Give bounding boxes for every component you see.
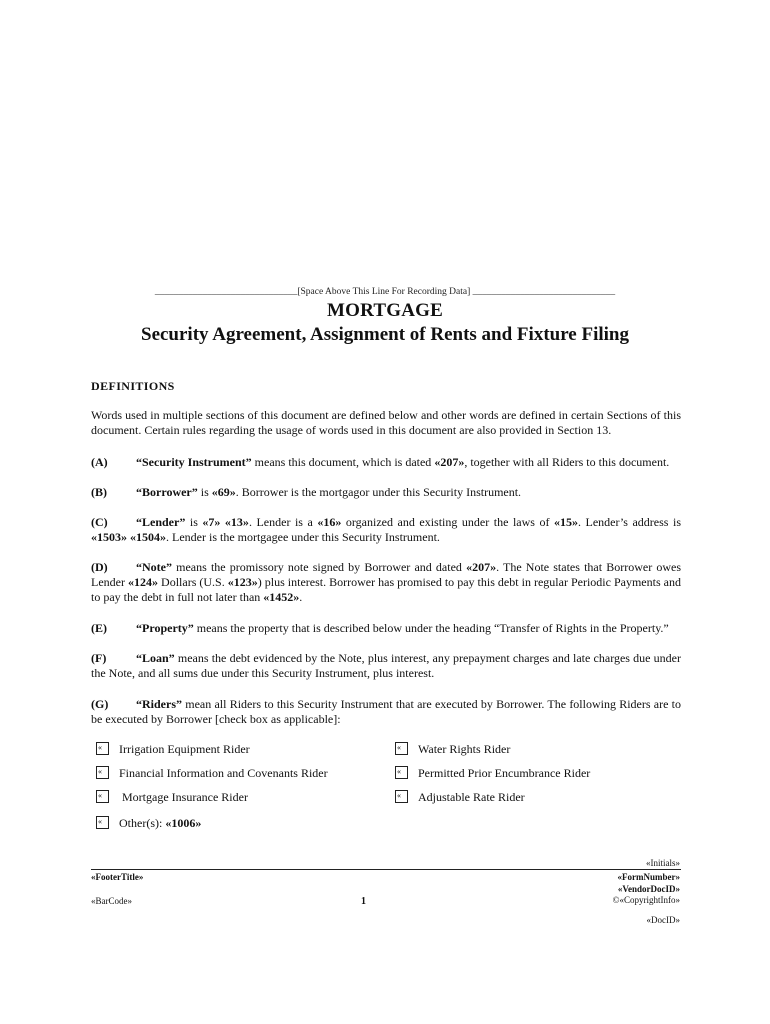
definition-label: (C) — [91, 515, 108, 529]
definition-term: “Property” — [136, 621, 194, 635]
definition-text: means the debt evidenced by the Note, plus interest, any prepayment charges and late charges due under the Note, and all sums due under this Security Instrument, plus interest. — [91, 651, 681, 680]
definition-c — [91, 515, 681, 545]
rider-adjustable-rate — [395, 789, 525, 805]
rider-label: Other(s): — [119, 816, 166, 830]
rider-checkbox[interactable] — [96, 790, 109, 803]
checkbox-mark: « — [98, 817, 102, 826]
merge-field: «207» — [466, 560, 497, 574]
rider-label: Irrigation Equipment Rider — [119, 742, 250, 756]
definitions-intro: Words used in multiple sections of this document are defined below and other words are defined in certain Sections of this document. Certain rules regarding the usage of words used in this document are also provided in Section 13. — [91, 408, 681, 437]
rider-checkbox[interactable] — [96, 742, 109, 755]
rider-label: Permitted Prior Encumbrance Rider — [418, 766, 591, 780]
definition-text: . Lender is the mortgagee under this Security Instrument. — [166, 530, 440, 544]
merge-field: «7» «13» — [202, 515, 249, 529]
rider-checkbox[interactable] — [395, 742, 408, 755]
checkbox-mark: « — [397, 767, 401, 776]
rider-financial — [96, 765, 328, 781]
definition-text: , together with all Riders to this document. — [464, 455, 670, 469]
definition-f — [91, 651, 681, 681]
footer-form-number: «FormNumber» — [617, 872, 680, 882]
rider-checkbox[interactable] — [96, 766, 109, 779]
footer-barcode: «BarCode» — [91, 896, 132, 906]
definition-term: “Borrower” — [136, 485, 198, 499]
checkbox-mark: « — [98, 791, 102, 800]
definition-label: (B) — [91, 485, 107, 499]
definition-term: “Loan” — [136, 651, 175, 665]
definition-d — [91, 560, 681, 605]
merge-field: «16» — [317, 515, 342, 529]
rider-label: Water Rights Rider — [418, 742, 511, 756]
rider-checkbox[interactable] — [96, 816, 109, 829]
definition-text: . Lender’s address is — [578, 515, 682, 529]
page-number: 1 — [361, 896, 366, 907]
definition-label: (D) — [91, 560, 108, 574]
merge-field: «207» — [434, 455, 465, 469]
definition-text: Dollars (U.S. — [158, 575, 228, 589]
rider-label: Financial Information and Covenants Rider — [119, 766, 328, 780]
checkbox-mark: « — [98, 767, 102, 776]
footer-vendor-doc-id: «VendorDocID» — [617, 884, 680, 894]
rider-mortgage-insurance — [96, 789, 248, 805]
recording-data-line: ______________________________[Space Above This Line For Recording Data] ______________________________ — [154, 287, 616, 297]
rider-checkbox[interactable] — [395, 790, 408, 803]
checkbox-mark: « — [98, 743, 102, 752]
definition-text: means this document, which is dated — [251, 455, 435, 469]
checkbox-mark: « — [397, 791, 401, 800]
rider-label: Mortgage Insurance Rider — [122, 790, 248, 804]
definition-text: is — [197, 485, 212, 499]
document-title: MORTGAGE — [327, 300, 443, 321]
merge-field: «1503» «1504» — [91, 530, 166, 544]
definition-term: “Riders” — [136, 697, 182, 711]
definition-e — [91, 621, 681, 636]
definition-text: . Lender is a — [248, 515, 318, 529]
definitions-heading: DEFINITIONS — [91, 379, 175, 393]
definition-text: . — [299, 590, 303, 604]
footer-doc-id: «DocID» — [646, 915, 680, 925]
definition-g — [91, 697, 681, 727]
merge-field: «1006» — [165, 816, 202, 830]
document-subtitle: Security Agreement, Assignment of Rents and Fixture Filing — [141, 324, 629, 345]
checkbox-mark: « — [397, 743, 401, 752]
definition-text: ) plus interest. Borrower has promised to pay this debt in regular Periodic Payments and to pay the debt in full not later than — [91, 575, 681, 604]
rider-checkbox[interactable] — [395, 766, 408, 779]
definition-b — [91, 485, 681, 500]
footer-copyright: ©«CopyrightInfo» — [612, 895, 680, 905]
rider-label: Adjustable Rate Rider — [418, 790, 525, 804]
merge-field: «124» — [128, 575, 159, 589]
definition-text: . Borrower is the mortgagor under this Security Instrument. — [235, 485, 522, 499]
merge-field: «123» — [227, 575, 258, 589]
merge-field: «69» — [211, 485, 236, 499]
rider-water — [395, 741, 510, 757]
definition-term: “Lender” — [136, 515, 186, 529]
rider-permitted — [395, 765, 590, 781]
definition-term: “Security Instrument” — [136, 455, 252, 469]
rider-others — [96, 815, 201, 831]
footer-initials: «Initials» — [646, 858, 680, 868]
definition-text: means the promissory note signed by Borrower and dated — [172, 560, 467, 574]
definition-label: (F) — [91, 651, 107, 665]
merge-field: «15» — [554, 515, 578, 529]
definition-a — [91, 455, 681, 470]
definition-term: “Note” — [136, 560, 172, 574]
definition-label: (E) — [91, 621, 107, 635]
rider-irrigation — [96, 741, 250, 757]
footer-divider — [91, 869, 681, 870]
footer-title: «FooterTitle» — [91, 872, 144, 882]
definition-label: (A) — [91, 455, 108, 469]
definition-text: is — [185, 515, 203, 529]
definition-text: organized and existing under the laws of — [341, 515, 554, 529]
definition-text: means the property that is described below under the heading “Transfer of Rights in the Property.” — [193, 621, 669, 635]
definition-text: . The Note states that Borrower owes Lender — [91, 560, 681, 589]
definition-label: (G) — [91, 697, 109, 711]
merge-field: «1452» — [263, 590, 300, 604]
definition-text: mean all Riders to this Security Instrument that are executed by Borrower. The following Riders are to be executed by Borrower [check box as applicable]: — [91, 697, 681, 726]
